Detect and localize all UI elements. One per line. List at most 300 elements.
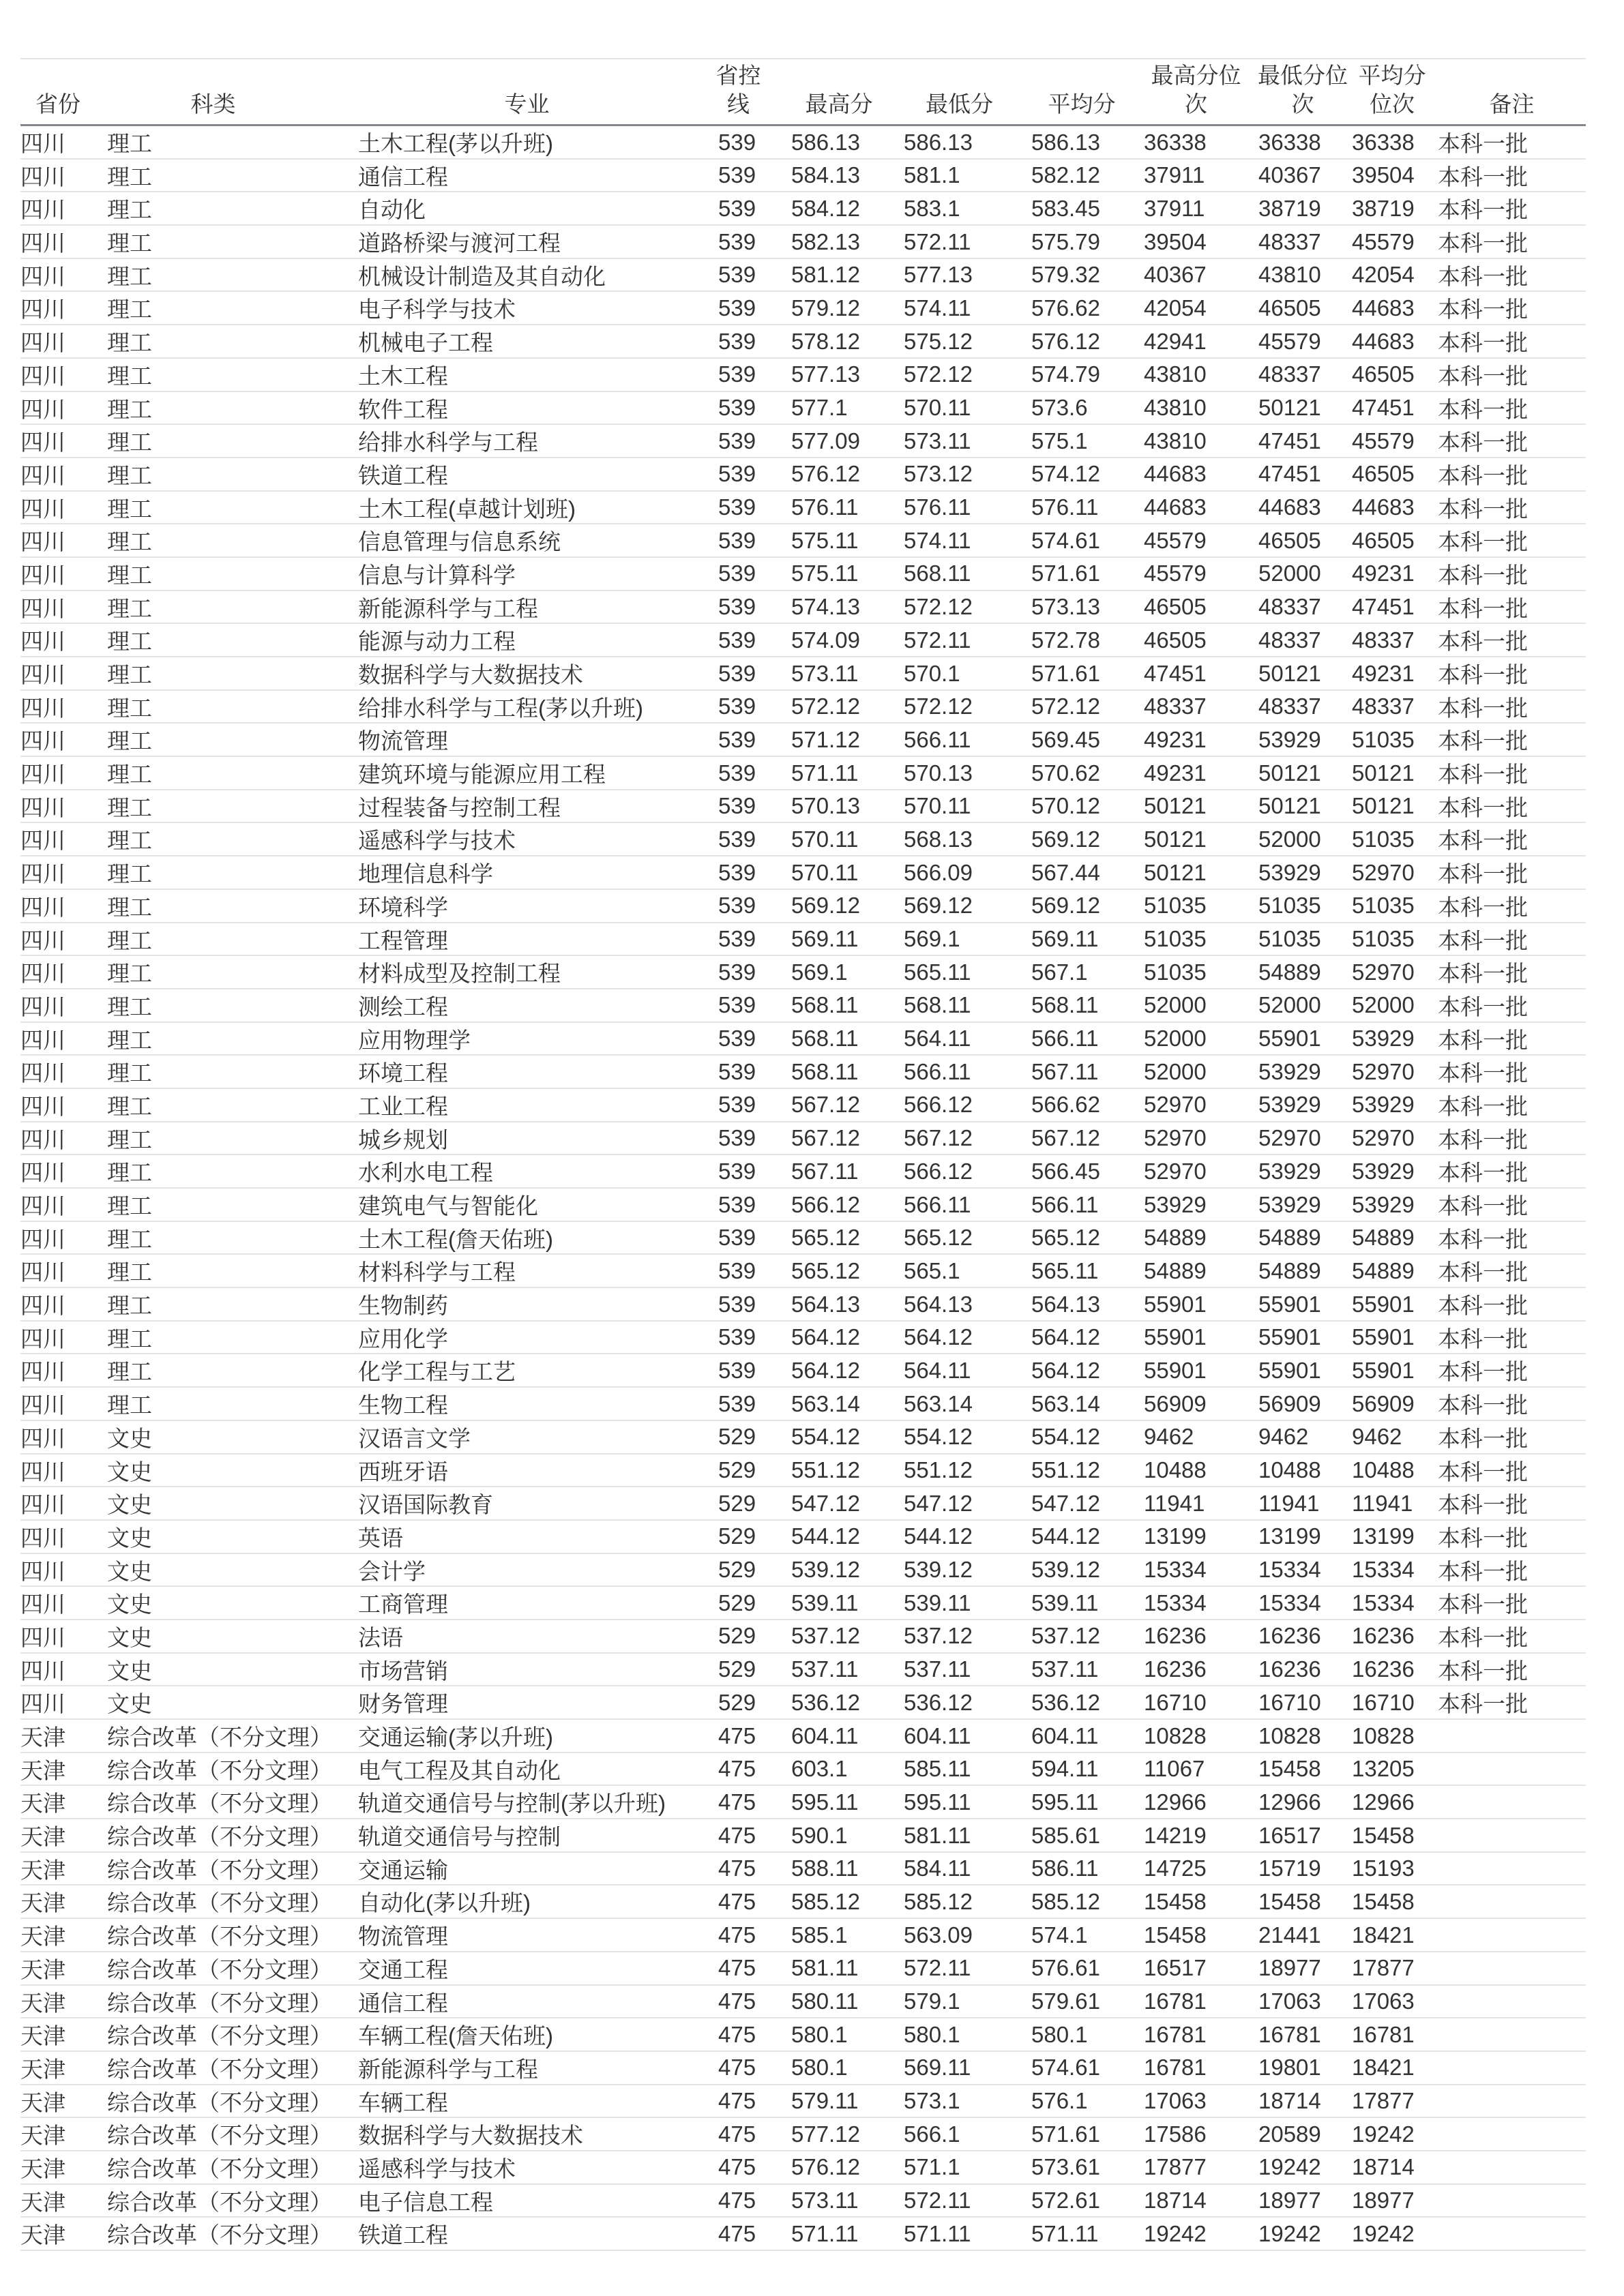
cell-control-line: 539 — [718, 1257, 756, 1283]
cell-control-line: 475 — [718, 1756, 756, 1782]
cell-avg-score: 573.13 — [1031, 594, 1100, 620]
table-row — [20, 1819, 1586, 1853]
cell-min-rank: 16781 — [1258, 2021, 1321, 2047]
col-header-control-line-line1: 省控 — [715, 63, 761, 88]
cell-min-score: 566.09 — [904, 859, 973, 885]
cell-max-rank: 52000 — [1144, 1026, 1207, 1052]
cell-avg-score: 576.62 — [1031, 295, 1100, 320]
cell-min-rank: 53929 — [1258, 859, 1321, 885]
cell-max-score: 574.13 — [791, 594, 860, 620]
cell-avg-score: 570.12 — [1031, 793, 1100, 819]
cell-max-score: 551.12 — [791, 1457, 860, 1482]
table-row — [20, 1587, 1586, 1620]
cell-avg-rank: 18421 — [1352, 2055, 1415, 2081]
cell-avg-rank: 44683 — [1352, 328, 1415, 354]
cell-max-score: 569.1 — [791, 959, 848, 985]
cell-avg-rank: 19242 — [1352, 2121, 1415, 2147]
cell-remark: 本科一批 — [1438, 762, 1528, 788]
cell-remark: 本科一批 — [1438, 794, 1528, 820]
cell-max-score: 577.12 — [791, 2121, 860, 2147]
cell-max-score: 547.12 — [791, 1490, 860, 1516]
cell-category: 理工 — [107, 1326, 152, 1352]
cell-control-line: 475 — [718, 1855, 756, 1881]
cell-category: 理工 — [107, 131, 152, 156]
table-row — [20, 425, 1586, 458]
cell-max-score: 571.11 — [791, 2220, 859, 2246]
cell-remark — [1432, 2185, 1586, 2217]
cell-avg-rank: 54889 — [1352, 1257, 1415, 1283]
cell-control-line: 475 — [718, 2055, 756, 2081]
cell-max-score: 570.11 — [791, 826, 859, 852]
col-header-avg-score-label: 平均分 — [1048, 91, 1116, 117]
cell-major: 自动化 — [358, 197, 426, 223]
cell-province: 四川 — [20, 1558, 65, 1584]
cell-min-score: 565.12 — [904, 1225, 973, 1251]
cell-province: 四川 — [20, 1425, 65, 1451]
cell-min-score: 573.11 — [904, 428, 971, 453]
col-header-avg-rank-line2: 位次 — [1370, 91, 1415, 117]
cell-major: 道路桥梁与渡河工程 — [358, 230, 561, 256]
table-row — [20, 2052, 1586, 2085]
cell-remark: 本科一批 — [1438, 462, 1528, 488]
cell-major: 轨道交通信号与控制 — [358, 1824, 561, 1850]
cell-max-score: 584.13 — [791, 162, 860, 188]
cell-max-rank: 42941 — [1144, 328, 1207, 354]
cell-min-rank: 9462 — [1258, 1424, 1309, 1450]
cell-avg-score: 571.61 — [1031, 660, 1100, 686]
cell-min-score: 566.11 — [904, 1058, 971, 1084]
cell-category: 理工 — [107, 263, 152, 289]
cell-remark: 本科一批 — [1438, 1525, 1528, 1551]
cell-major: 过程装备与控制工程 — [358, 794, 561, 820]
cell-max-score: 604.11 — [791, 1723, 859, 1748]
cell-control-line: 475 — [718, 1822, 756, 1848]
cell-avg-rank: 18421 — [1352, 1922, 1415, 1948]
cell-major: 车辆工程(詹天佑班) — [358, 2023, 553, 2049]
cell-min-rank: 12966 — [1258, 1789, 1321, 1815]
cell-category: 理工 — [107, 629, 152, 655]
cell-min-rank: 10828 — [1258, 1723, 1321, 1748]
cell-province: 四川 — [20, 1658, 65, 1684]
cell-major: 英语 — [358, 1525, 403, 1551]
cell-max-rank: 52970 — [1144, 1092, 1207, 1118]
cell-max-rank: 50121 — [1144, 826, 1207, 852]
cell-remark: 本科一批 — [1438, 1592, 1528, 1617]
cell-remark: 本科一批 — [1438, 529, 1528, 555]
table-row — [20, 558, 1586, 591]
cell-min-score: 544.12 — [904, 1523, 973, 1549]
cell-major: 电气工程及其自动化 — [358, 1757, 561, 1783]
table-row — [20, 1189, 1586, 1222]
col-header-min-score — [887, 59, 1015, 124]
cell-min-rank: 48337 — [1258, 627, 1321, 653]
cell-avg-score: 574.61 — [1031, 527, 1100, 553]
cell-avg-rank: 53929 — [1352, 1092, 1415, 1118]
cell-province: 四川 — [20, 529, 65, 555]
cell-control-line: 539 — [718, 428, 756, 453]
cell-min-score: 571.11 — [904, 2220, 971, 2246]
cell-category: 理工 — [107, 794, 152, 820]
cell-remark: 本科一批 — [1438, 1658, 1528, 1684]
cell-remark: 本科一批 — [1438, 1359, 1528, 1385]
cell-remark: 本科一批 — [1438, 1492, 1528, 1518]
cell-category: 理工 — [107, 695, 152, 721]
cell-min-score: 539.12 — [904, 1557, 973, 1583]
cell-province: 天津 — [20, 1890, 65, 1916]
cell-min-rank: 50121 — [1258, 760, 1321, 786]
cell-min-score: 566.12 — [904, 1092, 973, 1118]
table-row — [20, 624, 1586, 657]
cell-max-score: 573.11 — [791, 660, 859, 686]
cell-avg-rank: 52970 — [1352, 959, 1415, 985]
cell-major: 会计学 — [358, 1558, 426, 1584]
cell-min-score: 572.12 — [904, 594, 973, 620]
table-body — [20, 126, 1586, 2251]
cell-major: 新能源科学与工程 — [358, 595, 538, 621]
cell-avg-score: 563.14 — [1031, 1390, 1100, 1416]
cell-max-rank: 47451 — [1144, 660, 1207, 686]
cell-major: 土木工程(茅以升班) — [358, 131, 553, 156]
cell-category: 文史 — [107, 1425, 152, 1451]
cell-avg-score: 576.11 — [1031, 494, 1099, 520]
cell-major: 机械电子工程 — [358, 330, 493, 356]
cell-avg-score: 580.1 — [1031, 2021, 1088, 2047]
cell-remark — [1432, 2118, 1586, 2150]
cell-max-rank: 50121 — [1144, 793, 1207, 819]
cell-major: 铁道工程 — [358, 462, 448, 488]
cell-province: 四川 — [20, 762, 65, 788]
cell-min-score: 567.12 — [904, 1125, 973, 1151]
cell-max-score: 571.11 — [791, 760, 859, 786]
cell-avg-rank: 49231 — [1352, 561, 1415, 586]
cell-min-rank: 54889 — [1258, 959, 1321, 985]
cell-max-score: 577.1 — [791, 395, 848, 420]
cell-control-line: 475 — [718, 2021, 756, 2047]
cell-min-score: 563.09 — [904, 1922, 973, 1948]
cell-category: 理工 — [107, 595, 152, 621]
cell-avg-rank: 51035 — [1352, 926, 1415, 951]
cell-control-line: 529 — [718, 1457, 756, 1482]
cell-max-rank: 15334 — [1144, 1557, 1207, 1583]
cell-avg-score: 571.11 — [1031, 2220, 1099, 2246]
cell-max-score: 539.11 — [791, 1590, 859, 1615]
cell-category: 理工 — [107, 728, 152, 754]
cell-avg-rank: 54889 — [1352, 1225, 1415, 1251]
cell-remark: 本科一批 — [1438, 1093, 1528, 1119]
cell-control-line: 529 — [718, 1490, 756, 1516]
cell-province: 四川 — [20, 994, 65, 1019]
cell-category: 理工 — [107, 529, 152, 555]
cell-max-rank: 16517 — [1144, 1955, 1207, 1981]
cell-avg-rank: 18714 — [1352, 2154, 1415, 2180]
cell-avg-rank: 16781 — [1352, 2021, 1415, 2047]
cell-max-score: 580.1 — [791, 2055, 848, 2081]
cell-avg-score: 569.12 — [1031, 826, 1100, 852]
cell-remark: 本科一批 — [1438, 562, 1528, 588]
table-row — [20, 1654, 1586, 1687]
cell-max-rank: 10488 — [1144, 1457, 1207, 1482]
cell-max-score: 568.11 — [791, 1026, 859, 1052]
cell-min-rank: 53929 — [1258, 1058, 1321, 1084]
cell-max-rank: 11067 — [1144, 1756, 1205, 1782]
col-header-max-rank-line1: 最高分位 — [1151, 63, 1241, 88]
cell-min-score: 572.11 — [904, 1955, 971, 1981]
cell-avg-rank: 12966 — [1352, 1789, 1415, 1815]
cell-control-line: 539 — [718, 228, 756, 254]
cell-province: 四川 — [20, 164, 65, 190]
cell-province: 天津 — [20, 1857, 65, 1883]
cell-category: 综合改革（不分文理） — [107, 2089, 332, 2115]
cell-remark: 本科一批 — [1438, 994, 1528, 1019]
cell-category: 理工 — [107, 430, 152, 456]
cell-category: 理工 — [107, 1293, 152, 1319]
cell-control-line: 539 — [718, 129, 756, 155]
cell-control-line: 529 — [718, 1557, 756, 1583]
cell-avg-score: 566.11 — [1031, 1026, 1099, 1052]
cell-province: 四川 — [20, 961, 65, 987]
cell-remark: 本科一批 — [1438, 1425, 1528, 1451]
cell-avg-score: 547.12 — [1031, 1490, 1100, 1516]
cell-min-score: 570.13 — [904, 760, 973, 786]
cell-control-line: 475 — [718, 1888, 756, 1914]
table-row — [20, 259, 1586, 293]
cell-major: 化学工程与工艺 — [358, 1359, 516, 1385]
cell-max-score: 569.12 — [791, 893, 860, 919]
cell-avg-rank: 9462 — [1352, 1424, 1402, 1450]
cell-category: 文史 — [107, 1525, 152, 1551]
cell-avg-rank: 15458 — [1352, 1888, 1415, 1914]
cell-control-line: 475 — [718, 2188, 756, 2213]
cell-control-line: 539 — [718, 561, 756, 586]
cell-category: 理工 — [107, 297, 152, 323]
cell-avg-rank: 18977 — [1352, 2188, 1415, 2213]
admission-scores-table — [20, 58, 1586, 2251]
cell-control-line: 539 — [718, 627, 756, 653]
cell-avg-score: 564.12 — [1031, 1357, 1100, 1383]
cell-category: 理工 — [107, 1359, 152, 1385]
cell-control-line: 529 — [718, 1689, 756, 1715]
cell-min-rank: 48337 — [1258, 228, 1321, 254]
cell-avg-rank: 15334 — [1352, 1557, 1415, 1583]
cell-control-line: 539 — [718, 328, 756, 354]
cell-avg-rank: 48337 — [1352, 627, 1415, 653]
cell-min-rank: 55901 — [1258, 1357, 1321, 1383]
cell-avg-rank: 13205 — [1352, 1756, 1415, 1782]
cell-province: 四川 — [20, 1160, 65, 1186]
cell-max-rank: 36338 — [1144, 129, 1207, 155]
cell-max-rank: 43810 — [1144, 361, 1207, 387]
cell-max-rank: 9462 — [1144, 1424, 1194, 1450]
cell-max-score: 581.12 — [791, 262, 860, 288]
cell-category: 理工 — [107, 927, 152, 953]
cell-max-score: 537.12 — [791, 1623, 860, 1649]
cell-avg-rank: 15458 — [1352, 1822, 1415, 1848]
cell-major: 城乡规划 — [358, 1127, 448, 1152]
cell-avg-rank: 48337 — [1352, 694, 1415, 719]
cell-category: 文史 — [107, 1492, 152, 1518]
cell-avg-rank: 13199 — [1352, 1523, 1415, 1549]
cell-avg-rank: 53929 — [1352, 1191, 1415, 1217]
cell-category: 综合改革（不分文理） — [107, 2023, 332, 2049]
cell-avg-rank: 10488 — [1352, 1457, 1415, 1482]
cell-avg-rank: 16710 — [1352, 1689, 1415, 1715]
cell-max-rank: 13199 — [1144, 1523, 1207, 1549]
cell-avg-score: 566.45 — [1031, 1158, 1100, 1184]
cell-control-line: 475 — [718, 1723, 756, 1748]
cell-province: 四川 — [20, 1459, 65, 1485]
cell-max-rank: 17063 — [1144, 2088, 1207, 2114]
cell-major: 给排水科学与工程 — [358, 430, 538, 456]
cell-min-rank: 48337 — [1258, 594, 1321, 620]
cell-province: 天津 — [20, 1757, 65, 1783]
cell-remark — [1432, 2085, 1586, 2117]
cell-control-line: 539 — [718, 1390, 756, 1416]
cell-remark — [1432, 2018, 1586, 2051]
cell-control-line: 539 — [718, 461, 756, 487]
cell-avg-rank: 50121 — [1352, 793, 1415, 819]
cell-control-line: 539 — [718, 594, 756, 620]
cell-avg-rank: 55901 — [1352, 1357, 1415, 1383]
cell-control-line: 539 — [718, 1158, 756, 1184]
cell-avg-rank: 44683 — [1352, 494, 1415, 520]
cell-avg-score: 554.12 — [1031, 1424, 1100, 1450]
cell-remark: 本科一批 — [1438, 629, 1528, 655]
cell-avg-score: 567.1 — [1031, 959, 1088, 985]
cell-remark: 本科一批 — [1438, 1160, 1528, 1186]
cell-province: 四川 — [20, 1093, 65, 1119]
cell-remark: 本科一批 — [1438, 728, 1528, 754]
cell-control-line: 539 — [718, 1291, 756, 1317]
cell-remark: 本科一批 — [1438, 230, 1528, 256]
cell-min-score: 564.12 — [904, 1324, 973, 1350]
cell-category: 理工 — [107, 1127, 152, 1152]
cell-avg-score: 569.11 — [1031, 926, 1099, 951]
cell-major: 工业工程 — [358, 1093, 448, 1119]
cell-min-rank: 56909 — [1258, 1390, 1321, 1416]
cell-min-score: 571.1 — [904, 2154, 960, 2180]
cell-major: 生物制药 — [358, 1293, 448, 1319]
cell-min-score: 573.12 — [904, 461, 973, 487]
cell-min-rank: 38719 — [1258, 195, 1321, 221]
cell-min-rank: 15458 — [1258, 1756, 1321, 1782]
cell-avg-rank: 16236 — [1352, 1623, 1415, 1649]
col-header-avg-rank — [1347, 59, 1432, 124]
cell-max-rank: 52000 — [1144, 992, 1207, 1018]
cell-category: 理工 — [107, 1027, 152, 1053]
cell-province: 天津 — [20, 1956, 65, 1982]
cell-avg-score: 565.12 — [1031, 1225, 1100, 1251]
cell-remark: 本科一批 — [1438, 695, 1528, 721]
cell-avg-rank: 52970 — [1352, 859, 1415, 885]
cell-category: 综合改革（不分文理） — [107, 1725, 332, 1750]
cell-min-rank: 46505 — [1258, 295, 1321, 320]
table-row — [20, 1122, 1586, 1156]
cell-category: 综合改革（不分文理） — [107, 2222, 332, 2248]
cell-category: 理工 — [107, 1060, 152, 1086]
cell-remark — [1432, 1786, 1586, 1818]
cell-control-line: 475 — [718, 1789, 756, 1815]
table-row — [20, 325, 1586, 359]
cell-remark: 本科一批 — [1438, 363, 1528, 389]
table-row — [20, 226, 1586, 259]
cell-province: 四川 — [20, 1127, 65, 1152]
cell-max-rank: 11941 — [1144, 1490, 1205, 1516]
cell-min-score: 572.12 — [904, 694, 973, 719]
cell-max-rank: 55901 — [1144, 1324, 1207, 1350]
cell-remark: 本科一批 — [1438, 297, 1528, 323]
cell-min-rank: 47451 — [1258, 428, 1321, 453]
col-header-major — [319, 59, 696, 124]
cell-max-rank: 55901 — [1144, 1291, 1207, 1317]
cell-min-score: 539.11 — [904, 1590, 971, 1615]
cell-province: 四川 — [20, 662, 65, 687]
cell-control-line: 539 — [718, 527, 756, 553]
cell-remark — [1432, 1720, 1586, 1752]
cell-min-score: 570.11 — [904, 793, 971, 819]
table-row — [20, 160, 1586, 193]
cell-min-rank: 48337 — [1258, 361, 1321, 387]
cell-max-rank: 42054 — [1144, 295, 1207, 320]
cell-min-rank: 53929 — [1258, 1092, 1321, 1118]
cell-min-score: 568.11 — [904, 992, 971, 1018]
cell-province: 四川 — [20, 927, 65, 953]
table-row — [20, 1354, 1586, 1388]
table-row — [20, 1155, 1586, 1189]
cell-max-score: 570.13 — [791, 793, 860, 819]
table-header — [20, 59, 1586, 126]
cell-max-score: 586.13 — [791, 129, 860, 155]
cell-avg-rank: 52970 — [1352, 1125, 1415, 1151]
cell-remark: 本科一批 — [1438, 1624, 1528, 1650]
cell-max-score: 566.12 — [791, 1191, 860, 1217]
cell-category: 综合改革（不分文理） — [107, 2189, 332, 2215]
table-row — [20, 2218, 1586, 2251]
cell-max-score: 567.12 — [791, 1092, 860, 1118]
cell-min-rank: 52000 — [1258, 992, 1321, 1018]
cell-major: 轨道交通信号与控制(茅以升班) — [358, 1791, 666, 1817]
cell-remark: 本科一批 — [1438, 1226, 1528, 1252]
cell-avg-rank: 45579 — [1352, 228, 1415, 254]
table-row — [20, 524, 1586, 558]
cell-max-score: 580.1 — [791, 2021, 848, 2047]
cell-province: 四川 — [20, 462, 65, 488]
table-row — [20, 1023, 1586, 1056]
cell-control-line: 539 — [718, 295, 756, 320]
cell-category: 理工 — [107, 1093, 152, 1119]
table-row — [20, 492, 1586, 525]
cell-avg-rank: 17877 — [1352, 2088, 1415, 2114]
col-header-province-label: 省份 — [35, 91, 80, 117]
table-row — [20, 1288, 1586, 1322]
table-row — [20, 1056, 1586, 1089]
cell-min-score: 564.11 — [904, 1357, 971, 1383]
cell-max-score: 575.11 — [791, 561, 859, 586]
cell-province: 四川 — [20, 1691, 65, 1717]
cell-remark: 本科一批 — [1438, 396, 1528, 422]
col-header-category — [95, 59, 319, 124]
cell-major: 工程管理 — [358, 927, 448, 953]
cell-avg-score: 566.11 — [1031, 1191, 1099, 1217]
cell-max-rank: 51035 — [1144, 959, 1207, 985]
cell-avg-rank: 56909 — [1352, 1390, 1415, 1416]
cell-min-rank: 53929 — [1258, 726, 1321, 752]
cell-min-rank: 50121 — [1258, 395, 1321, 420]
cell-avg-score: 585.61 — [1031, 1822, 1100, 1848]
table-row — [20, 292, 1586, 325]
cell-category: 理工 — [107, 396, 152, 422]
cell-min-rank: 45579 — [1258, 328, 1321, 354]
table-row — [20, 1089, 1586, 1122]
